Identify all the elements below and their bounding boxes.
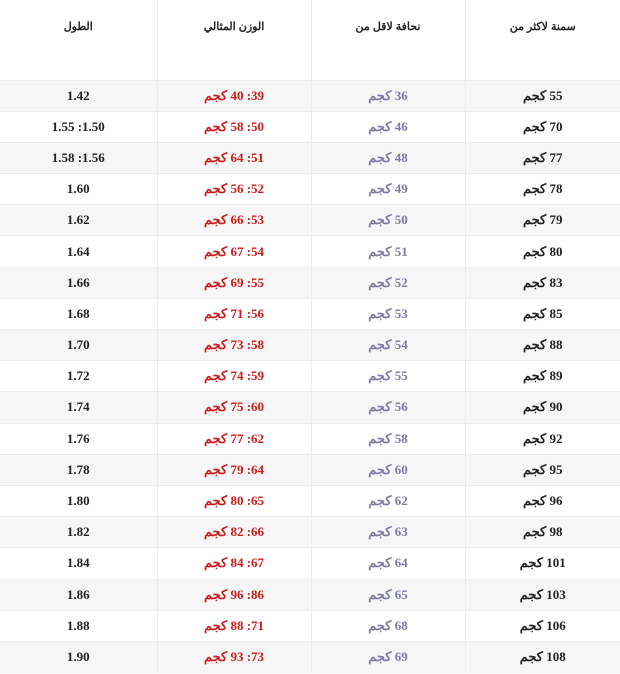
cell-height: 1.50: 1.55 [0, 111, 157, 142]
table-row [0, 517, 620, 548]
table-row [0, 174, 620, 205]
cell-obese: 85 كجم [465, 298, 620, 329]
table-row [0, 205, 620, 236]
cell-ideal: 50: 58 كجم [157, 111, 311, 142]
cell-obese: 78 كجم [465, 174, 620, 205]
table-row [0, 236, 620, 267]
cell-obese: 92 كجم [465, 423, 620, 454]
cell-thin: 52 كجم [311, 267, 465, 298]
cell-thin: 36 كجم [311, 80, 465, 111]
cell-thin: 54 كجم [311, 330, 465, 361]
cell-ideal: 64: 79 كجم [157, 454, 311, 485]
cell-height: 1.74 [0, 392, 157, 423]
cell-obese: 80 كجم [465, 236, 620, 267]
cell-height: 1.78 [0, 454, 157, 485]
cell-height: 1.80 [0, 485, 157, 516]
cell-thin: 68 كجم [311, 610, 465, 641]
header-height: الطول [0, 0, 157, 80]
table-row [0, 579, 620, 610]
header-ideal: الوزن المثالي [157, 0, 311, 80]
table-row [0, 423, 620, 454]
cell-obese: 88 كجم [465, 330, 620, 361]
cell-height: 1.84 [0, 548, 157, 579]
table-row [0, 267, 620, 298]
cell-thin: 63 كجم [311, 517, 465, 548]
cell-thin: 69 كجم [311, 641, 465, 672]
cell-ideal: 86: 96 كجم [157, 579, 311, 610]
cell-height: 1.60 [0, 174, 157, 205]
cell-height: 1.66 [0, 267, 157, 298]
cell-ideal: 55: 69 كجم [157, 267, 311, 298]
cell-obese: 95 كجم [465, 454, 620, 485]
cell-ideal: 51: 64 كجم [157, 142, 311, 173]
cell-thin: 48 كجم [311, 142, 465, 173]
table-row [0, 548, 620, 579]
cell-ideal: 58: 73 كجم [157, 330, 311, 361]
cell-thin: 64 كجم [311, 548, 465, 579]
cell-height: 1.64 [0, 236, 157, 267]
cell-height: 1.86 [0, 579, 157, 610]
cell-ideal: 39: 40 كجم [157, 80, 311, 111]
cell-height: 1.90 [0, 641, 157, 672]
cell-height: 1.82 [0, 517, 157, 548]
cell-ideal: 62: 77 كجم [157, 423, 311, 454]
cell-height: 1.76 [0, 423, 157, 454]
table-row [0, 361, 620, 392]
cell-height: 1.68 [0, 298, 157, 329]
table-header [0, 0, 620, 80]
cell-obese: 89 كجم [465, 361, 620, 392]
cell-thin: 49 كجم [311, 174, 465, 205]
cell-ideal: 52: 56 كجم [157, 174, 311, 205]
cell-ideal: 65: 80 كجم [157, 485, 311, 516]
cell-height: 1.42 [0, 80, 157, 111]
header-obese: سمنة لاكثر من [465, 0, 620, 80]
cell-thin: 53 كجم [311, 298, 465, 329]
header-row [0, 0, 620, 80]
cell-height: 1.56: 1.58 [0, 142, 157, 173]
cell-height: 1.62 [0, 205, 157, 236]
cell-ideal: 60: 75 كجم [157, 392, 311, 423]
table-row [0, 641, 620, 672]
table-row [0, 80, 620, 111]
table-row [0, 330, 620, 361]
cell-obese: 55 كجم [465, 80, 620, 111]
cell-height: 1.70 [0, 330, 157, 361]
cell-obese: 79 كجم [465, 205, 620, 236]
cell-obese: 70 كجم [465, 111, 620, 142]
cell-thin: 58 كجم [311, 423, 465, 454]
table-row [0, 298, 620, 329]
cell-thin: 65 كجم [311, 579, 465, 610]
cell-obese: 98 كجم [465, 517, 620, 548]
cell-thin: 51 كجم [311, 236, 465, 267]
cell-ideal: 71: 88 كجم [157, 610, 311, 641]
cell-obese: 90 كجم [465, 392, 620, 423]
table-row [0, 610, 620, 641]
cell-obese: 106 كجم [465, 610, 620, 641]
cell-ideal: 54: 67 كجم [157, 236, 311, 267]
cell-thin: 50 كجم [311, 205, 465, 236]
cell-obese: 103 كجم [465, 579, 620, 610]
cell-ideal: 59: 74 كجم [157, 361, 311, 392]
cell-obese: 96 كجم [465, 485, 620, 516]
cell-thin: 62 كجم [311, 485, 465, 516]
cell-thin: 60 كجم [311, 454, 465, 485]
cell-height: 1.72 [0, 361, 157, 392]
table-row [0, 485, 620, 516]
cell-ideal: 67: 84 كجم [157, 548, 311, 579]
header-thin: نحافة لاقل من [311, 0, 465, 80]
cell-obese: 83 كجم [465, 267, 620, 298]
cell-thin: 56 كجم [311, 392, 465, 423]
table-row [0, 454, 620, 485]
cell-thin: 55 كجم [311, 361, 465, 392]
cell-obese: 101 كجم [465, 548, 620, 579]
cell-height: 1.88 [0, 610, 157, 641]
cell-ideal: 56: 71 كجم [157, 298, 311, 329]
table-row [0, 111, 620, 142]
cell-obese: 77 كجم [465, 142, 620, 173]
table-body [0, 80, 620, 673]
table-row [0, 142, 620, 173]
cell-ideal: 73: 93 كجم [157, 641, 311, 672]
cell-obese: 108 كجم [465, 641, 620, 672]
cell-ideal: 66: 82 كجم [157, 517, 311, 548]
table-row [0, 392, 620, 423]
cell-thin: 46 كجم [311, 111, 465, 142]
cell-ideal: 53: 66 كجم [157, 205, 311, 236]
